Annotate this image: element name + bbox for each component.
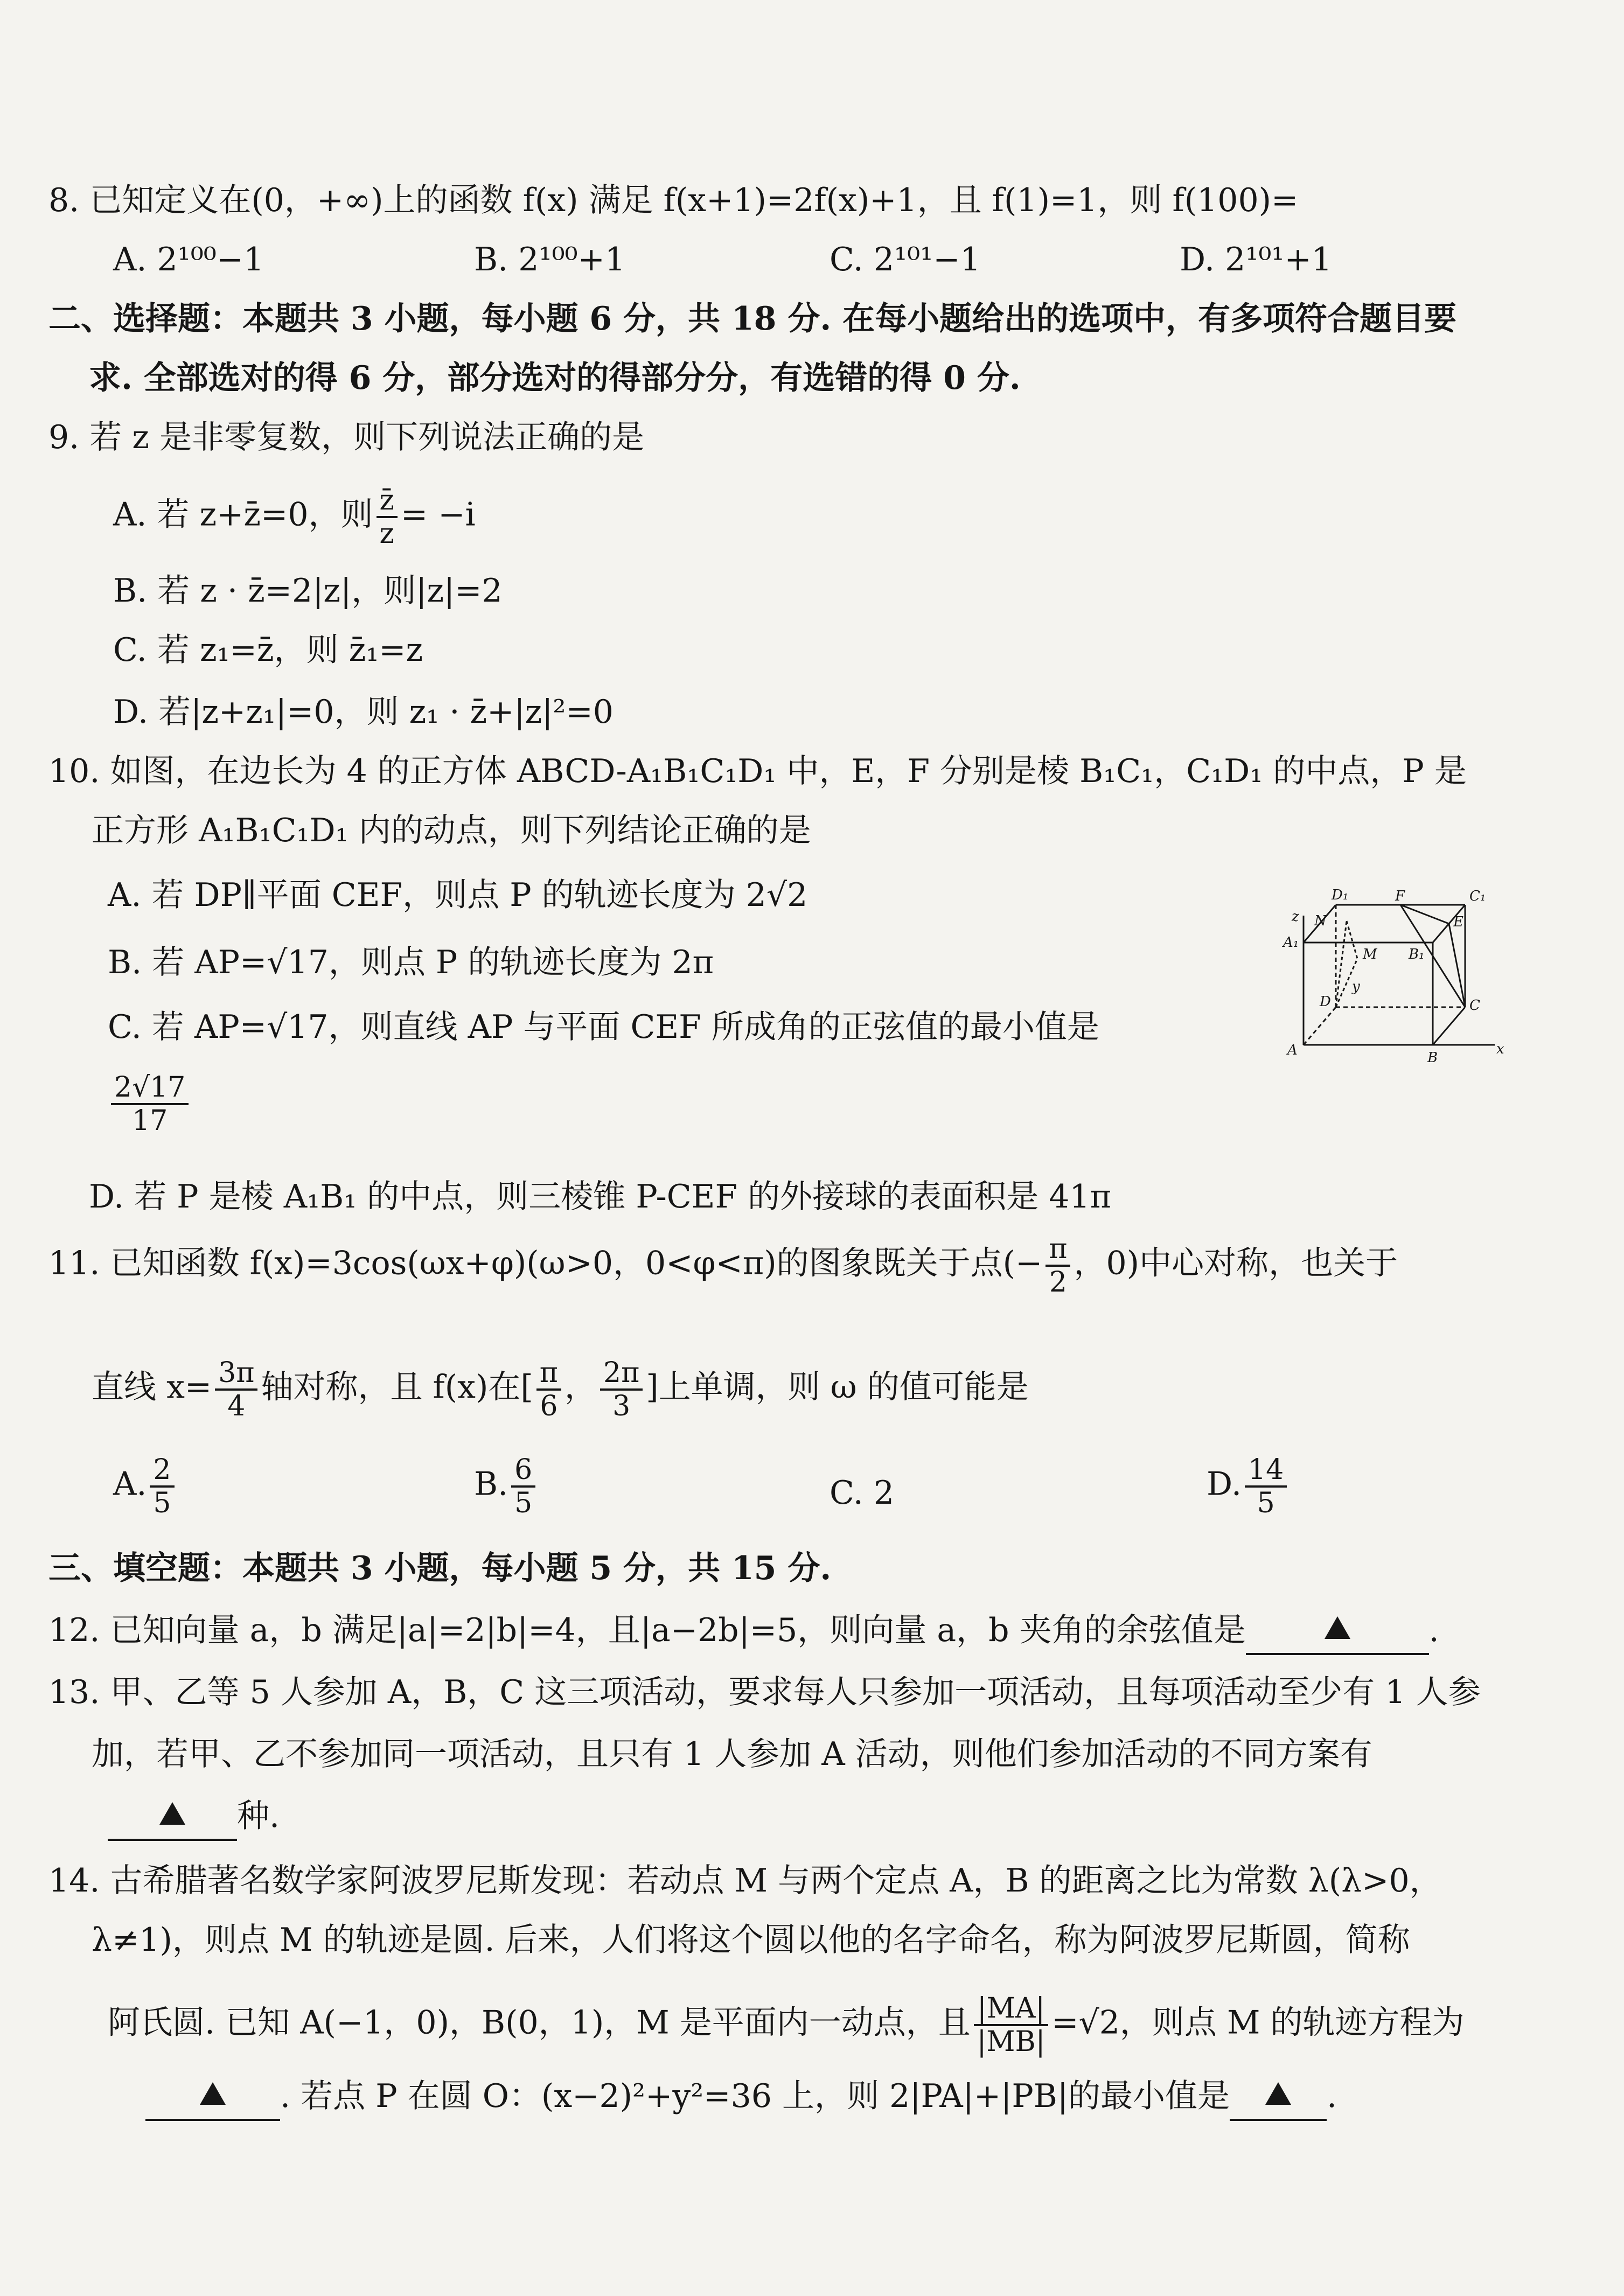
q11-line2-fraction3	[600, 1357, 643, 1422]
q13-line1: 13. 甲、乙等 5 人参加 A，B，C 这三项活动，要求每人只参加一项活动，且每项活动至少有 1 人参	[48, 1673, 1481, 1711]
q11-line2-num3: 2π	[600, 1357, 643, 1391]
q11-line1-b: ，0)中心对称，也关于	[1074, 1244, 1398, 1282]
q11-option-a-den: 5	[153, 1487, 171, 1519]
q11-line2	[92, 1357, 1029, 1422]
label-d1: D₁	[1332, 887, 1349, 903]
q9-option-a-prefix: A. 若 z+z̄=0，则	[113, 496, 373, 534]
label-c1: C₁	[1469, 888, 1486, 904]
section2-line2: 求. 全部选对的得 6 分，部分选对的得部分分，有选错的得 0 分.	[89, 359, 1021, 397]
q11-line1	[48, 1233, 1398, 1298]
q11-option-a-label: A.	[113, 1465, 147, 1503]
q11-line2-b: 轴对称，且 f(x)在[	[261, 1368, 533, 1406]
q11-option-d-label: D.	[1207, 1465, 1242, 1503]
q11-option-a-fraction	[150, 1454, 174, 1519]
q11-line2-num1: 3π	[215, 1357, 257, 1391]
q11-option-d-num: 14	[1245, 1454, 1287, 1488]
q10-option-d: D. 若 P 是棱 A₁B₁ 的中点，则三棱锥 P-CEF 的外接球的表面积是 41π	[89, 1178, 1111, 1216]
label-x: x	[1496, 1041, 1504, 1057]
q11-option-b-label: B.	[474, 1465, 508, 1503]
q11-option-a	[113, 1454, 178, 1519]
label-a1: A₁	[1283, 934, 1299, 951]
label-m: M	[1363, 946, 1377, 962]
q9-option-a-fraction	[377, 485, 398, 549]
q11-line1-den: 2	[1049, 1266, 1067, 1299]
q14-line3-b: =√2，则点 M 的轨迹方程为	[1051, 2004, 1465, 2042]
q11-line1-a: 11. 已知函数 f(x)=3cos(ωx+φ)(ω>0，0<φ<π)的图象既关于点(−	[48, 1244, 1043, 1282]
q13-answer-blank[interactable]	[108, 1793, 237, 1841]
q11-line2-num2: π	[536, 1357, 561, 1391]
q14-line1: 14. 古希腊著名数学家阿波罗尼斯发现：若动点 M 与两个定点 A，B 的距离之比为常数 λ(λ>0，	[48, 1862, 1442, 1900]
triangle-icon	[200, 2082, 226, 2105]
q8-option-b: B. 2¹⁰⁰+1	[474, 241, 626, 278]
label-e: E	[1453, 914, 1463, 930]
q14-line3-num: |MA|	[974, 1993, 1049, 2026]
q11-option-b-den: 5	[514, 1487, 533, 1519]
label-b1: B₁	[1409, 946, 1425, 962]
q9-option-a-num: z̄	[377, 485, 398, 518]
q11-option-c: C. 2	[830, 1474, 895, 1512]
q14-line3-den: |MB|	[977, 2026, 1046, 2058]
q12-answer-blank[interactable]	[1246, 1608, 1429, 1655]
q11-option-a-num: 2	[150, 1454, 174, 1488]
q13-line2: 加，若甲、乙不参加同一项活动，且只有 1 人参加 A 活动，则他们参加活动的不同方案有	[92, 1735, 1372, 1773]
q10-line1: 10. 如图，在边长为 4 的正方体 ABCD-A₁B₁C₁D₁ 中，E，F 分别是棱 B₁C₁，C₁D₁ 的中点，P 是	[48, 752, 1467, 790]
q14-line3-a: 阿氏圆. 已知 A(−1，0)，B(0，1)，M 是平面内一动点，且	[108, 2004, 971, 2042]
triangle-icon	[1265, 2082, 1291, 2105]
q12-text: 12. 已知向量 a，b 满足|a|=2|b|=4，且|a−2b|=5，则向量 a，b 夹角的余弦值是	[48, 1611, 1246, 1649]
q10-option-c-fraction	[111, 1072, 189, 1136]
q9-option-a	[113, 485, 476, 549]
q14-line4-a: . 若点 P 在圆 O：(x−2)²+y²=36 上，则 2|PA|+|PB|的最小值是	[280, 2077, 1230, 2115]
q10-option-c-value	[108, 1072, 192, 1136]
q10-option-c-den: 17	[132, 1105, 168, 1137]
q9-option-c: C. 若 z₁=z̄，则 z̄₁=z	[113, 631, 423, 669]
q9-option-a-suffix: = −i	[400, 496, 476, 534]
q11-line2-den2: 6	[540, 1390, 558, 1422]
q8-option-a: A. 2¹⁰⁰−1	[113, 241, 264, 278]
q13-end: 种.	[237, 1797, 280, 1835]
q11-option-d-fraction	[1245, 1454, 1287, 1519]
q12-line	[48, 1608, 1439, 1655]
segment-f-e	[1400, 905, 1449, 924]
q11-line2-d: ]上单调，则 ω 的值可能是	[646, 1368, 1029, 1406]
q9-stem: 9. 若 z 是非零复数，则下列说法正确的是	[48, 418, 645, 456]
q8-option-c: C. 2¹⁰¹−1	[830, 241, 981, 278]
label-d: D	[1320, 994, 1331, 1010]
edge-b-c	[1433, 1007, 1465, 1045]
q14-line2: λ≠1)，则点 M 的轨迹是圆. 后来，人们将这个圆以他的名字命名，称为阿波罗尼斯圆，简称	[92, 1921, 1410, 1959]
q10-option-c: C. 若 AP=√17，则直线 AP 与平面 CEF 所成角的正弦值的最小值是	[108, 1008, 1099, 1046]
q9-option-d: D. 若|z+z₁|=0，则 z₁ · z̄+|z|²=0	[113, 693, 614, 731]
q11-option-d-den: 5	[1257, 1487, 1275, 1519]
q11-option-b	[474, 1454, 539, 1519]
q10-line2: 正方形 A₁B₁C₁D₁ 内的动点，则下列结论正确的是	[92, 812, 811, 849]
q10-option-a: A. 若 DP∥平面 CEF，则点 P 的轨迹长度为 2√2	[108, 876, 808, 914]
q8-stem: 8. 已知定义在(0，+∞)上的函数 f(x) 满足 f(x+1)=2f(x)+1，且 f(1)=1，则 f(100)=	[48, 182, 1299, 219]
q11-line2-fraction1	[215, 1357, 257, 1422]
q11-line2-a: 直线 x=	[92, 1368, 212, 1406]
q11-line2-c: ，	[564, 1368, 597, 1406]
q14-end: .	[1327, 2077, 1337, 2115]
triangle-icon	[159, 1802, 185, 1825]
q8-option-d: D. 2¹⁰¹+1	[1180, 241, 1332, 278]
q14-line3	[108, 1993, 1465, 2057]
label-b: B	[1427, 1050, 1438, 1066]
label-z: z	[1292, 909, 1299, 925]
q11-line1-fraction	[1046, 1233, 1070, 1298]
q11-option-b-num: 6	[511, 1454, 535, 1488]
q10-option-b: B. 若 AP=√17，则点 P 的轨迹长度为 2π	[108, 944, 714, 981]
q11-line2-fraction2	[536, 1357, 561, 1422]
cube-figure	[1282, 883, 1508, 1088]
label-n: N	[1314, 913, 1327, 929]
label-a: A	[1287, 1042, 1298, 1058]
section3-title: 三、填空题：本题共 3 小题，每小题 5 分，共 15 分.	[48, 1550, 832, 1587]
q9-option-b: B. 若 z · z̄=2|z|，则|z|=2	[113, 572, 503, 610]
q14-line4	[145, 2074, 1337, 2121]
q11-line1-num: π	[1046, 1233, 1070, 1267]
q14-answer-blank-2[interactable]	[1230, 2074, 1327, 2121]
label-y: y	[1352, 979, 1360, 995]
q11-line2-den3: 3	[612, 1390, 631, 1422]
q10-option-c-num: 2√17	[111, 1072, 189, 1105]
q13-line3	[108, 1793, 280, 1841]
q14-answer-blank-1[interactable]	[145, 2074, 280, 2121]
q11-option-b-fraction	[511, 1454, 535, 1519]
q11-line2-den1: 4	[227, 1390, 246, 1422]
section2-line1: 二、选择题：本题共 3 小题，每小题 6 分，共 18 分. 在每小题给出的选项中，有多项符合题目要	[48, 300, 1457, 338]
label-c: C	[1469, 997, 1480, 1014]
q12-end: .	[1428, 1611, 1439, 1649]
q14-line3-fraction	[974, 1993, 1049, 2057]
q9-option-a-den: z	[379, 518, 394, 550]
segment-n-m	[1347, 921, 1357, 959]
triangle-icon	[1325, 1616, 1350, 1639]
edge-a-d	[1304, 1007, 1336, 1045]
label-f: F	[1395, 888, 1405, 904]
q11-option-d	[1207, 1454, 1290, 1519]
